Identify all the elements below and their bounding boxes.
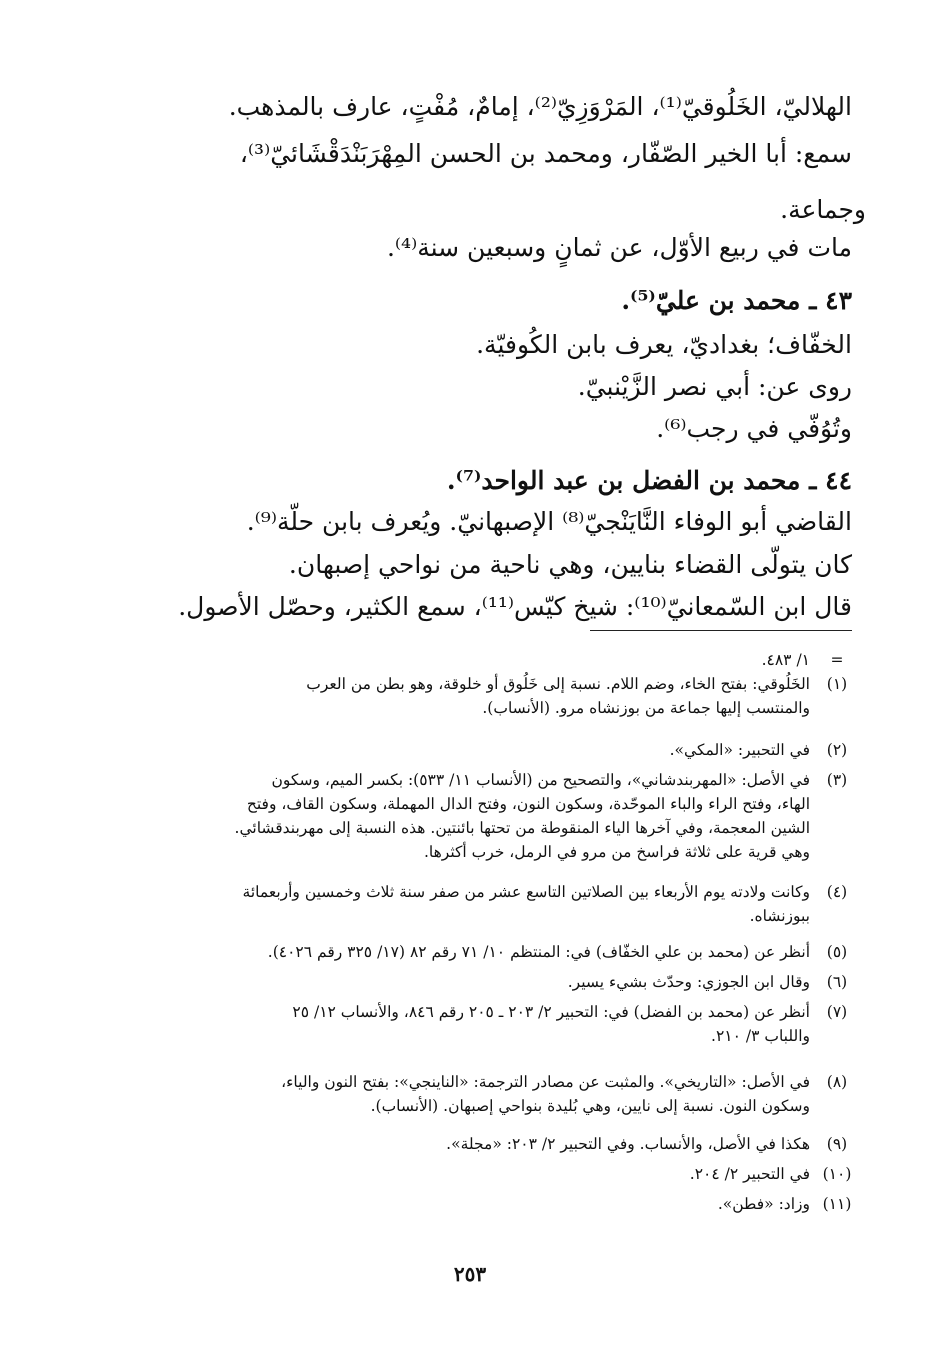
footnote-line: وسكون النون. نسبة إلى نايين، وهي بُليدة بنواحي إصبهان. (الأنساب). [370,1097,810,1115]
text-line: قال ابن السّمعانيّ⁽¹⁰⁾: شيخ كيّس⁽¹¹⁾، سمع الكثير، وحصّل الأصول. [178,592,852,621]
footnote [130,768,852,864]
footnote-number: (٩) [826,1135,848,1153]
footnote-text [130,940,810,964]
footnote [130,672,852,720]
footnote-text [130,1192,810,1216]
footnote-text [130,970,810,994]
footnote [130,880,852,928]
footnote-number: (٦) [826,973,848,991]
footnote-line: أنظر عن (محمد بن الفضل) في: التحبير ٢/ ٢٠٣ ـ ٢٠٥ رقم ٨٤٦، والأنساب ١٢/ ٢٥ [292,1003,810,1021]
footnote-number: (٢) [826,741,848,759]
footnote-separator [590,630,852,631]
footnote-line: الهاء، وفتح الراء والباء الموحّدة، وسكون النون، وفتح الدال المهملة، وسكون القاف، وفتح [246,795,810,813]
footnote [130,1070,852,1118]
text-line: القاضي أبو الوفاء النَّايَنْجيّ⁽⁸⁾ الإصبهانيّ. ويُعرف بابن حلّة⁽⁹⁾. [246,507,852,536]
page-number: ٢٥٣ [453,1262,487,1286]
footnote-number: = [830,651,844,669]
footnote-line: والمنتسب إليها جماعة من بوزنشاه مرو. (الأنساب). [482,699,810,717]
footnote [130,970,852,994]
footnote [130,738,852,762]
footnote-number: (٥) [826,943,848,961]
footnote-line: ببوزنشاه. [749,907,810,925]
footnote-line: وكانت ولادته يوم الأربعاء بين الصلاتين التاسع عشر من صفر سنة ثلاث وخمسين وأربعمائة [242,883,810,901]
footnote-text [130,672,810,720]
footnote [130,1162,852,1186]
entry-heading: ٤٤ ـ محمد بن الفضل بن عبد الواحد⁽⁷⁾. [446,466,852,495]
footnote-number: (٤) [826,883,848,901]
footnote-line: الشين المعجمة، وفي آخرها الياء المنقوطة من تحتها بائنتين. هذه النسبة إلى مهربندقشائي. [234,819,810,837]
text-line: الهلاليّ، الخَلُوقيّ⁽¹⁾، المَرْوَزِيّ⁽²⁾، إمامٌ، مُفْتٍ، عارف بالمذهب. [228,92,852,121]
footnote-text [130,648,810,672]
footnote [130,1000,852,1048]
footnote-line: واللباب ٣/ ٢١٠. [711,1027,810,1045]
footnote-number: (١١) [822,1195,852,1213]
footnote [130,1132,852,1156]
footnote [130,648,852,672]
text-line: وجماعة. [780,195,866,224]
footnote-text [130,1162,810,1186]
entry-heading: ٤٣ ـ محمد بن عليّ⁽⁵⁾. [621,286,852,315]
text-line: وتُوُفّي في رجب⁽⁶⁾. [656,414,852,443]
footnote [130,940,852,964]
footnote-line: وهي قرية على ثلاثة فراسخ من مرو في الرمل، خرب أكثرها. [423,843,810,861]
footnote-line: أنظر عن (محمد بن علي الخفّاف) في: المنتظم ١٠/ ٧١ رقم ٨٢ (١٧/ ٣٢٥ رقم ٤٠٢٦). [267,943,810,961]
footnote-number: (٣) [826,771,848,789]
footnote-line: في التحبير: «المكي». [669,741,810,759]
footnote-text [130,1000,810,1048]
footnote-text [130,768,810,864]
footnote-line: في الأصل: «المهربندشاني»، والتصحيح من (الأنساب ١١/ ٥٣٣): بكسر الميم، وسكون [271,771,810,789]
footnote-text [130,1132,810,1156]
text-line: مات في ربيع الأوّل، عن ثمانٍ وسبعين سنة⁽⁴⁾. [386,233,852,262]
text-line: كان يتولّى القضاء بنايين، وهي ناحية من نواحي إصبهان. [288,550,852,579]
footnote-line: في الأصل: «التاريخي». والمثبت عن مصادر الترجمة: «الناينجي»: بفتح النون والياء، [281,1073,810,1091]
footnote-line: الخَلُوقي: بفتح الخاء، وضم اللام. نسبة إلى خَلُوق أو خلوقة، وهو بطن من العرب [306,675,810,693]
text-line: الخفّاف؛ بغداديّ، يعرف بابن الكُوفيّة. [476,330,852,359]
footnote-line: ١/ ٤٨٣. [761,651,810,669]
text-line: روى عن: أبي نصر الزَّيْنبيّ. [577,372,852,401]
footnote-number: (٨) [826,1073,848,1091]
footnote-text [130,880,810,928]
footnote-line: وزاد: «فطن». [717,1195,810,1213]
footnote-line: هكذا في الأصل، والأنساب. وفي التحبير ٢/ ٢٠٣: «مجلة». [446,1135,810,1153]
footnote-text [130,1070,810,1118]
footnote-number: (٧) [826,1003,848,1021]
footnote-number: (١) [826,675,848,693]
footnote-line: وقال ابن الجوزي: وحدّث بشيء يسير. [567,973,810,991]
footnote [130,1192,852,1216]
footnote-number: (١٠) [822,1165,852,1183]
text-line: سمع: أبا الخير الصّفّار، ومحمد بن الحسن المِهْرَبَنْدَقْشَائيّ⁽³⁾، [239,139,852,168]
footnote-line: في التحبير ٢/ ٢٠٤. [689,1165,810,1183]
footnote-text [130,738,810,762]
